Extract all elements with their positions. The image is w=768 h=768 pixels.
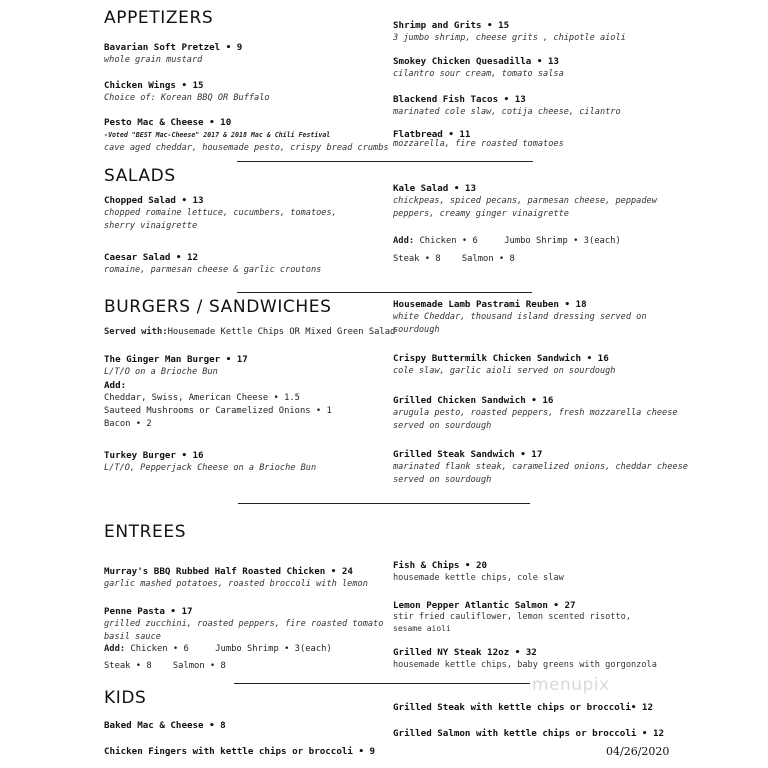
menu-item-desc: chopped romaine lettuce, cucumbers, tomatoes, <box>104 208 337 218</box>
menu-item-name: Grilled Steak Sandwich • 17 <box>393 449 543 460</box>
menu-item-name: Chicken Fingers with kettle chips or broccoli • 9 <box>104 746 376 757</box>
menu-item-name: Smokey Chicken Quesadilla • 13 <box>393 56 559 67</box>
section-title-appetizers: APPETIZERS <box>104 8 214 28</box>
menu-item-desc: marinated cole slaw, cotija cheese, cilantro <box>393 107 621 117</box>
menu-item-name: Caesar Salad • 12 <box>104 252 199 263</box>
menu-item-desc: Choice of: Korean BBQ OR Buffalo <box>104 93 270 103</box>
menu-item-desc: L/T/O on a Brioche Bun <box>104 367 218 377</box>
add-ons-line: Add: Chicken • 6 Jumbo Shrimp • 3(each) <box>104 644 332 654</box>
section-title-entrees: ENTREES <box>104 522 187 542</box>
menu-item-desc: white Cheddar, thousand island dressing served on <box>393 312 647 322</box>
watermark: menupix <box>532 675 610 695</box>
add-on-item: Sauteed Mushrooms or Caramelized Onions • 1 <box>104 406 332 416</box>
menu-item-name: Grilled Chicken Sandwich • 16 <box>393 395 554 406</box>
menu-item-name: Penne Pasta • 17 <box>104 606 193 617</box>
menu-item-desc: garlic mashed potatoes, roasted broccoli with lemon <box>104 579 368 589</box>
menu-item-name: Shrimp and Grits • 15 <box>393 20 510 31</box>
menu-item-name: Chopped Salad • 13 <box>104 195 204 206</box>
menu-item-desc: chickpeas, spiced pecans, parmesan cheese, peppadew <box>393 196 657 206</box>
menu-item-name: Bavarian Soft Pretzel • 9 <box>104 42 243 53</box>
menu-item-desc: served on sourdough <box>393 421 492 431</box>
menu-item-desc: 3 jumbo shrimp, cheese grits , chipotle aioli <box>393 33 626 43</box>
section-title-burgers: BURGERS / SANDWICHES <box>104 297 332 317</box>
menu-item-name: Pesto Mac & Cheese • 10 <box>104 117 232 128</box>
menu-item-name: Grilled Salmon with kettle chips or broccoli • 12 <box>393 728 665 739</box>
menu-item-desc: basil sauce <box>104 632 161 642</box>
menu-item-desc: romaine, parmesan cheese & garlic croutons <box>104 265 322 275</box>
menu-item-desc: sherry vinaigrette <box>104 221 198 231</box>
section-divider <box>234 683 530 684</box>
menu-item-desc: mozzarella, fire roasted tomatoes <box>393 139 564 149</box>
menu-item-name: Blackend Fish Tacos • 13 <box>393 94 526 105</box>
menu-item-name: Lemon Pepper Atlantic Salmon • 27 <box>393 600 576 611</box>
section-divider <box>237 161 533 162</box>
menu-item-desc: marinated flank steak, caramelized onions, cheddar cheese <box>393 462 688 472</box>
menu-item-name: Murray's BBQ Rubbed Half Roasted Chicken • 24 <box>104 566 353 577</box>
menu-item-name: Housemade Lamb Pastrami Reuben • 18 <box>393 299 587 310</box>
menu-item-desc: housemade kettle chips, baby greens with gorgonzola <box>393 660 657 670</box>
add-on-item: Bacon • 2 <box>104 419 152 429</box>
menu-item-desc: grilled zucchini, roasted peppers, fire roasted tomato <box>104 619 384 629</box>
menu-item-name: Baked Mac & Cheese • 8 <box>104 720 226 731</box>
section-title-salads: SALADS <box>104 166 176 186</box>
menu-item-desc: cole slaw, garlic aioli served on sourdough <box>393 366 616 376</box>
add-on-item: Cheddar, Swiss, American Cheese • 1.5 <box>104 393 300 403</box>
section-title-kids: KIDS <box>104 688 147 708</box>
menu-item-desc: housemade kettle chips, cole slaw <box>393 573 564 583</box>
award-note: -Voted "BEST Mac-Cheese" 2017 & 2018 Mac & Chili Festival <box>104 131 331 139</box>
served-with-note: Served with:Housemade Kettle Chips OR Mixed Green Salad <box>104 327 396 337</box>
menu-item-name: Crispy Buttermilk Chicken Sandwich • 16 <box>393 353 609 364</box>
menu-item-desc: L/T/O, Pepperjack Cheese on a Brioche Bun <box>104 463 317 473</box>
add-label: Add: <box>104 380 127 391</box>
menu-item-name: Grilled NY Steak 12oz • 32 <box>393 647 537 658</box>
menu-item-desc: arugula pesto, roasted peppers, fresh mozzarella cheese <box>393 408 678 418</box>
menu-item-desc: cilantro sour cream, tomato salsa <box>393 69 564 79</box>
menu-item-desc: served on sourdough <box>393 475 492 485</box>
menu-item-name: Flatbread • 11 <box>393 129 471 140</box>
menu-item-name: Kale Salad • 13 <box>393 183 476 194</box>
menu-item-desc: sesame aioli <box>393 624 451 633</box>
menu-item-desc: stir fried cauliflower, lemon scented risotto, <box>393 612 631 622</box>
menu-date: 04/26/2020 <box>606 745 670 758</box>
menu-item-desc: whole grain mustard <box>104 55 203 65</box>
section-divider <box>238 503 530 504</box>
menu-item-name: Turkey Burger • 16 <box>104 450 204 461</box>
menu-item-name: The Ginger Man Burger • 17 <box>104 354 248 365</box>
menu-item-name: Grilled Steak with kettle chips or broccoli• 12 <box>393 702 653 713</box>
menu-item-name: Fish & Chips • 20 <box>393 560 488 571</box>
section-divider <box>237 292 532 293</box>
menu-item-name: Chicken Wings • 15 <box>104 80 204 91</box>
add-ons-line: Steak • 8 Salmon • 8 <box>393 254 515 264</box>
menu-item-desc: sourdough <box>393 325 440 335</box>
add-ons-line: Steak • 8 Salmon • 8 <box>104 661 226 671</box>
menu-item-desc: peppers, creamy ginger vinaigrette <box>393 209 569 219</box>
menu-item-desc: cave aged cheddar, housemade pesto, crispy bread crumbs <box>104 143 389 153</box>
add-ons-line: Add: Chicken • 6 Jumbo Shrimp • 3(each) <box>393 236 621 246</box>
